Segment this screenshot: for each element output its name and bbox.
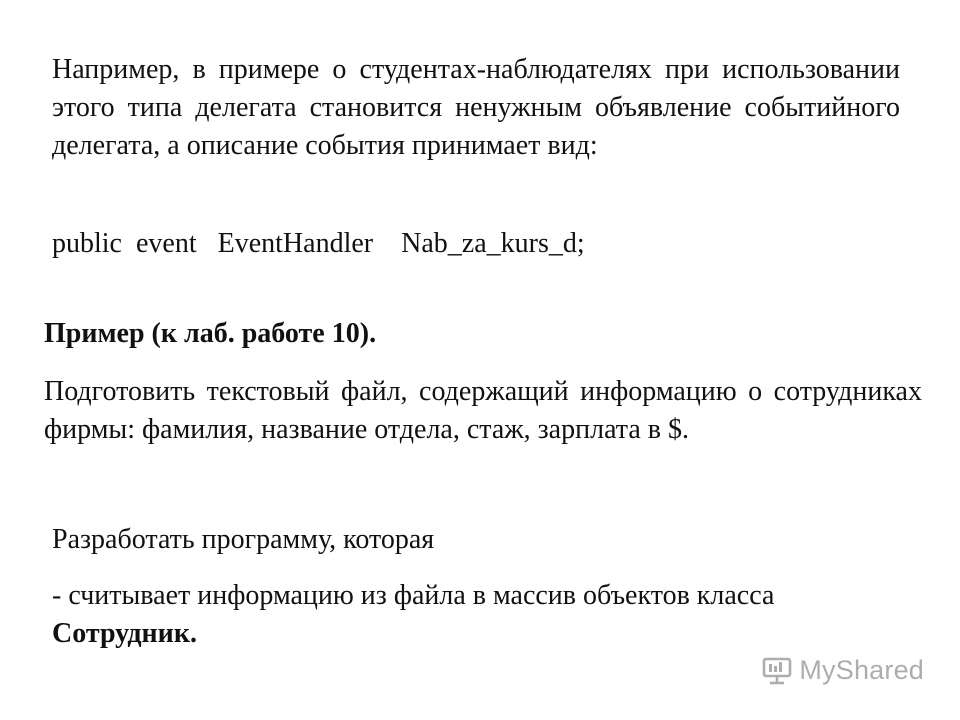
presentation-screen-icon: [761, 656, 793, 686]
program-paragraph: Разработать программу, которая: [52, 524, 435, 555]
watermark: [761, 655, 924, 686]
task-paragraph: Подготовить текстовый файл, содержащий информацию о сотрудниках фирмы: фамилия, название отдела, стаж, зарплата в $.: [44, 376, 922, 445]
class-name: Сотрудник.: [52, 618, 197, 649]
list-item-read-file: [52, 577, 912, 653]
example-heading: Пример (к лаб. работе 10).: [44, 318, 377, 349]
list-item-text: - считывает информацию из файла в массив объектов класса: [52, 580, 775, 611]
code-line: public event EventHandler Nab_za_kurs_d;: [52, 228, 585, 259]
intro-paragraph: Например, в примере о студентах-наблюдателях при использовании этого типа делегата становится ненужным объявление событийного делегата, а описание события принимает вид:: [52, 54, 900, 161]
watermark-text: MyShared: [799, 655, 924, 685]
